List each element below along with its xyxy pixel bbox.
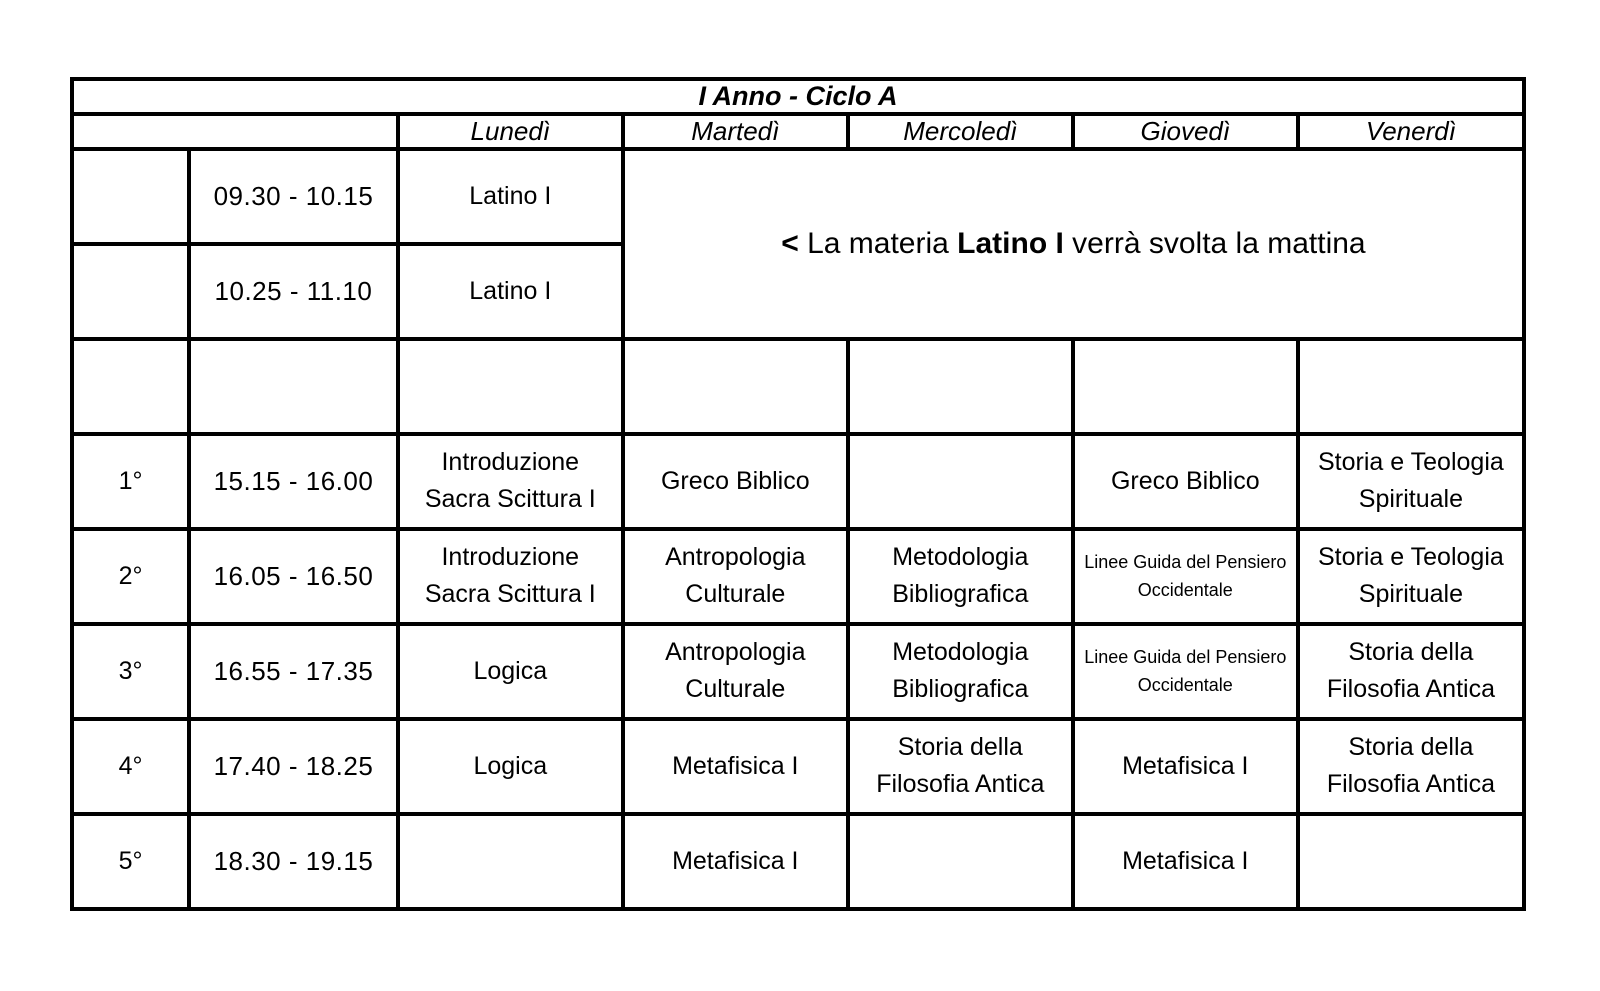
time-range: 16.05 - 16.50 <box>189 529 398 624</box>
days-header-row <box>72 114 1524 149</box>
lesson-row <box>72 814 1524 909</box>
subject-line: Storia della <box>897 733 1023 762</box>
subject-cell-thursday <box>1073 529 1298 624</box>
subject-cell-friday <box>1298 814 1524 909</box>
subject-cell-friday <box>1298 529 1524 624</box>
day-header-monday: Lunedì <box>398 114 623 149</box>
notice-prefix: La materia <box>807 226 949 260</box>
subject-line: Storia della <box>1348 733 1474 762</box>
slot-label: 4° <box>72 719 189 814</box>
time-range: 18.30 - 19.15 <box>189 814 398 909</box>
subject-cell-tuesday <box>623 624 848 719</box>
subject-cell-tuesday <box>623 719 848 814</box>
subject-cell-thursday <box>1073 814 1298 909</box>
time-range: 15.15 - 16.00 <box>189 434 398 529</box>
subject-cell-tuesday <box>623 529 848 624</box>
break-cell <box>398 339 623 434</box>
subject-line: Storia e Teologia <box>1318 448 1504 477</box>
notice-subject: Latino I <box>957 226 1064 260</box>
subject-line: Greco Biblico <box>1110 466 1260 495</box>
subject-cell-wednesday <box>848 814 1073 909</box>
subject-line: Spirituale <box>1358 580 1464 609</box>
subject-line: Bibliografica <box>892 675 1029 704</box>
subject-line: Occidentale <box>1137 675 1233 696</box>
subject-line: Bibliografica <box>892 580 1029 609</box>
title-row <box>72 79 1524 114</box>
subject-cell-thursday <box>1073 719 1298 814</box>
subject-line: Metafisica I <box>672 751 799 780</box>
header-empty-cell <box>72 114 398 149</box>
subject-line: Antropologia <box>665 638 806 667</box>
day-header-tuesday: Martedì <box>623 114 848 149</box>
day-header-thursday: Giovedì <box>1073 114 1298 149</box>
day-header-friday: Venerdì <box>1298 114 1524 149</box>
time-range: 17.40 - 18.25 <box>189 719 398 814</box>
time-range: 09.30 - 10.15 <box>189 149 398 244</box>
lesson-row <box>72 434 1524 529</box>
subject-cell-friday <box>1298 719 1524 814</box>
slot-label <box>72 149 189 244</box>
subject-line: Culturale <box>685 675 786 704</box>
subject-cell-monday <box>398 719 623 814</box>
slot-label <box>72 244 189 339</box>
morning-notice <box>623 149 1524 339</box>
break-cell <box>623 339 848 434</box>
morning-row-1 <box>72 149 1524 244</box>
time-range: 16.55 - 17.35 <box>189 624 398 719</box>
subject-line: Sacra Scittura I <box>424 580 596 609</box>
subject-line: Filosofia Antica <box>876 770 1045 799</box>
subject-cell-friday <box>1298 624 1524 719</box>
subject-line: Linee Guida del Pensiero <box>1084 647 1287 668</box>
subject-line: Metafisica I <box>672 846 799 875</box>
subject-line: Metodologia <box>892 543 1029 572</box>
subject-cell-wednesday <box>848 719 1073 814</box>
day-header-wednesday: Mercoledì <box>848 114 1073 149</box>
notice-suffix: verrà svolta la mattina <box>1072 226 1366 260</box>
slot-label: 1° <box>72 434 189 529</box>
slot-label: 2° <box>72 529 189 624</box>
subject-line: Occidentale <box>1137 580 1233 601</box>
subject-cell-friday <box>1298 434 1524 529</box>
subject-line: Filosofia Antica <box>1326 770 1495 799</box>
schedule-title: I Anno - Ciclo A <box>72 79 1524 114</box>
break-cell <box>189 339 398 434</box>
subject-cell-monday: Latino I <box>398 244 623 339</box>
lesson-row <box>72 624 1524 719</box>
subject-line: Culturale <box>685 580 786 609</box>
subject-line: Introduzione <box>441 448 580 477</box>
break-row <box>72 339 1524 434</box>
break-cell <box>848 339 1073 434</box>
break-cell <box>1298 339 1524 434</box>
subject-cell-monday <box>398 814 623 909</box>
subject-line: Linee Guida del Pensiero <box>1084 552 1287 573</box>
subject-line: Metafisica I <box>1122 846 1249 875</box>
subject-line: Logica <box>473 656 548 685</box>
break-cell <box>1073 339 1298 434</box>
subject-line: Greco Biblico <box>660 466 810 495</box>
subject-cell-wednesday <box>848 624 1073 719</box>
subject-line: Filosofia Antica <box>1326 675 1495 704</box>
subject-line: Storia della <box>1348 638 1474 667</box>
notice-arrow: < <box>781 226 799 260</box>
break-cell <box>72 339 189 434</box>
subject-cell-monday: Latino I <box>398 149 623 244</box>
subject-line: Spirituale <box>1358 485 1464 514</box>
subject-line: Sacra Scittura I <box>424 485 596 514</box>
afternoon-lessons <box>72 434 1524 909</box>
subject-cell-monday <box>398 529 623 624</box>
subject-line: Storia e Teologia <box>1318 543 1504 572</box>
schedule-table <box>70 77 1526 911</box>
subject-cell-thursday <box>1073 624 1298 719</box>
subject-line: Antropologia <box>665 543 806 572</box>
subject-cell-thursday <box>1073 434 1298 529</box>
subject-cell-tuesday <box>623 814 848 909</box>
subject-cell-monday <box>398 624 623 719</box>
subject-line: Metodologia <box>892 638 1029 667</box>
slot-label: 5° <box>72 814 189 909</box>
subject-cell-wednesday <box>848 434 1073 529</box>
subject-line: Logica <box>473 751 548 780</box>
subject-cell-tuesday <box>623 434 848 529</box>
subject-cell-monday <box>398 434 623 529</box>
slot-label: 3° <box>72 624 189 719</box>
time-range: 10.25 - 11.10 <box>189 244 398 339</box>
subject-line: Introduzione <box>441 543 580 572</box>
lesson-row <box>72 529 1524 624</box>
lesson-row <box>72 719 1524 814</box>
subject-cell-wednesday <box>848 529 1073 624</box>
subject-line: Metafisica I <box>1122 751 1249 780</box>
